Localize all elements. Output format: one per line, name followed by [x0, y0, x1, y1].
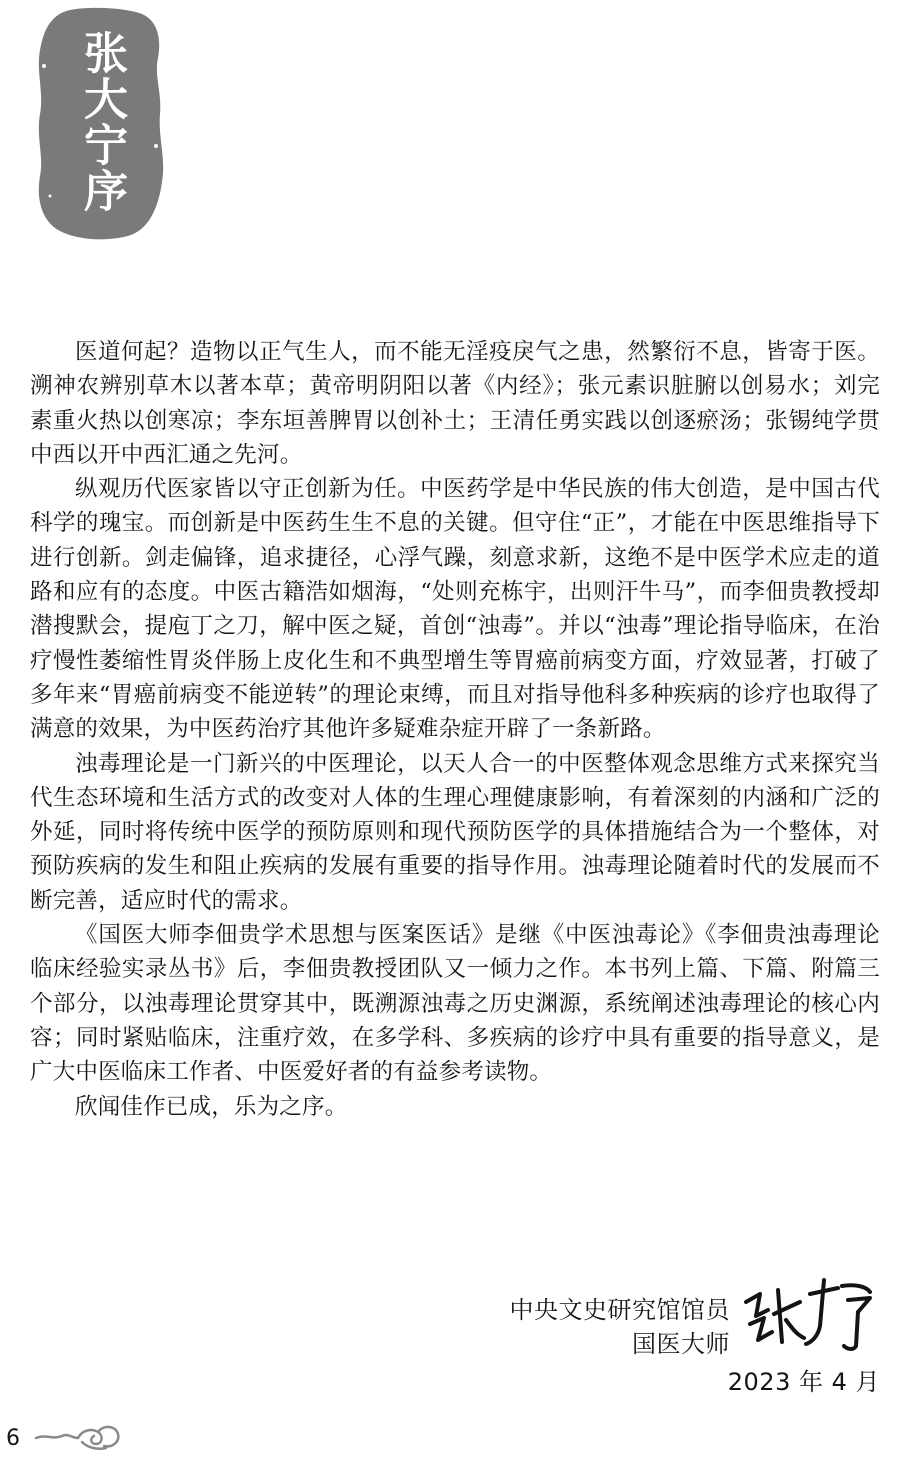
author-title: 中央文史研究馆馆员 [509, 1296, 730, 1324]
paragraph-1: 医道何起？造物以正气生人，而不能无淫疫戾气之患，然繁衍不息，皆寄于医。溯神农辨别草木以著本草；黄帝明阴阳以著《内经》；张元素识脏腑以创易水；刘完素重火热以创寒凉；李东垣善脾胃以创补土；王清任勇实践以创逐瘀汤；张锡纯学贯中西以开中西汇通之先河。 [30, 339, 880, 468]
cloud-ornament-icon [32, 1420, 122, 1452]
paragraph-3: 浊毒理论是一门新兴的中医理论，以天人合一的中医整体观念思维方式来探究当代生态环境和生活方式的改变对人体的生理心理健康影响，有着深刻的内涵和广泛的外延，同时将传统中医学的预防原则和现代预防医学的具体措施结合为一个整体，对预防疾病的发生和阻止疾病的发展有重要的指导作用。浊毒理论随着时代的发展而不断完善，适应时代的需求。 [30, 750, 880, 914]
author-honor: 国医大师 [632, 1330, 730, 1358]
paragraph-4: 《国医大师李佃贵学术思想与医案医话》是继《中医浊毒论》《李佃贵浊毒理论临床经验实录丛书》后，李佃贵教授团队又一倾力之作。本书列上篇、下篇、附篇三个部分，以浊毒理论贯穿其中，既溯源浊毒之历史渊源，系统阐述浊毒理论的核心内容；同时紧贴临床，注重疗效，在多学科、多疾病的诊疗中具有重要的指导意义，是广大中医临床工作者、中医爱好者的有益参考读物。 [30, 922, 880, 1086]
paragraph-2: 纵观历代医家皆以守正创新为任。中医药学是中华民族的伟大创造，是中国古代科学的瑰宝。而创新是中医药生生不息的关键。但守住“正”，才能在中医思维指导下进行创新。剑走偏锋，追求捷径，心浮气躁，刻意求新，这绝不是中医学术应走的道路和应有的态度。中医古籍浩如烟海，“处则充栋宇，出则汗牛马”，而李佃贵教授却潜搜默会，提庖丁之刀，解中医之疑，首创“浊毒”。并以“浊毒”理论指导临床，在治疗慢性萎缩性胃炎伴肠上皮化生和不典型增生等胃癌前病变方面，疗效显著，打破了多年来“胃癌前病变不能逆转”的理论束缚，而且对指导他科多种疾病的诊疗也取得了满意的效果，为中医药治疗其他许多疑难杂症开辟了一条新路。 [30, 476, 880, 743]
preface-title: 张大宁序 [76, 30, 127, 214]
handwritten-signature [738, 1272, 878, 1352]
page-number: 6 [6, 1426, 20, 1451]
date: 2023 年 4 月 [727, 1368, 880, 1396]
title-seal [30, 6, 170, 242]
paragraph-5: 欣闻佳作已成，乐为之序。 [75, 1093, 348, 1120]
preface-body [30, 335, 880, 1124]
signature-block [380, 1272, 880, 1402]
